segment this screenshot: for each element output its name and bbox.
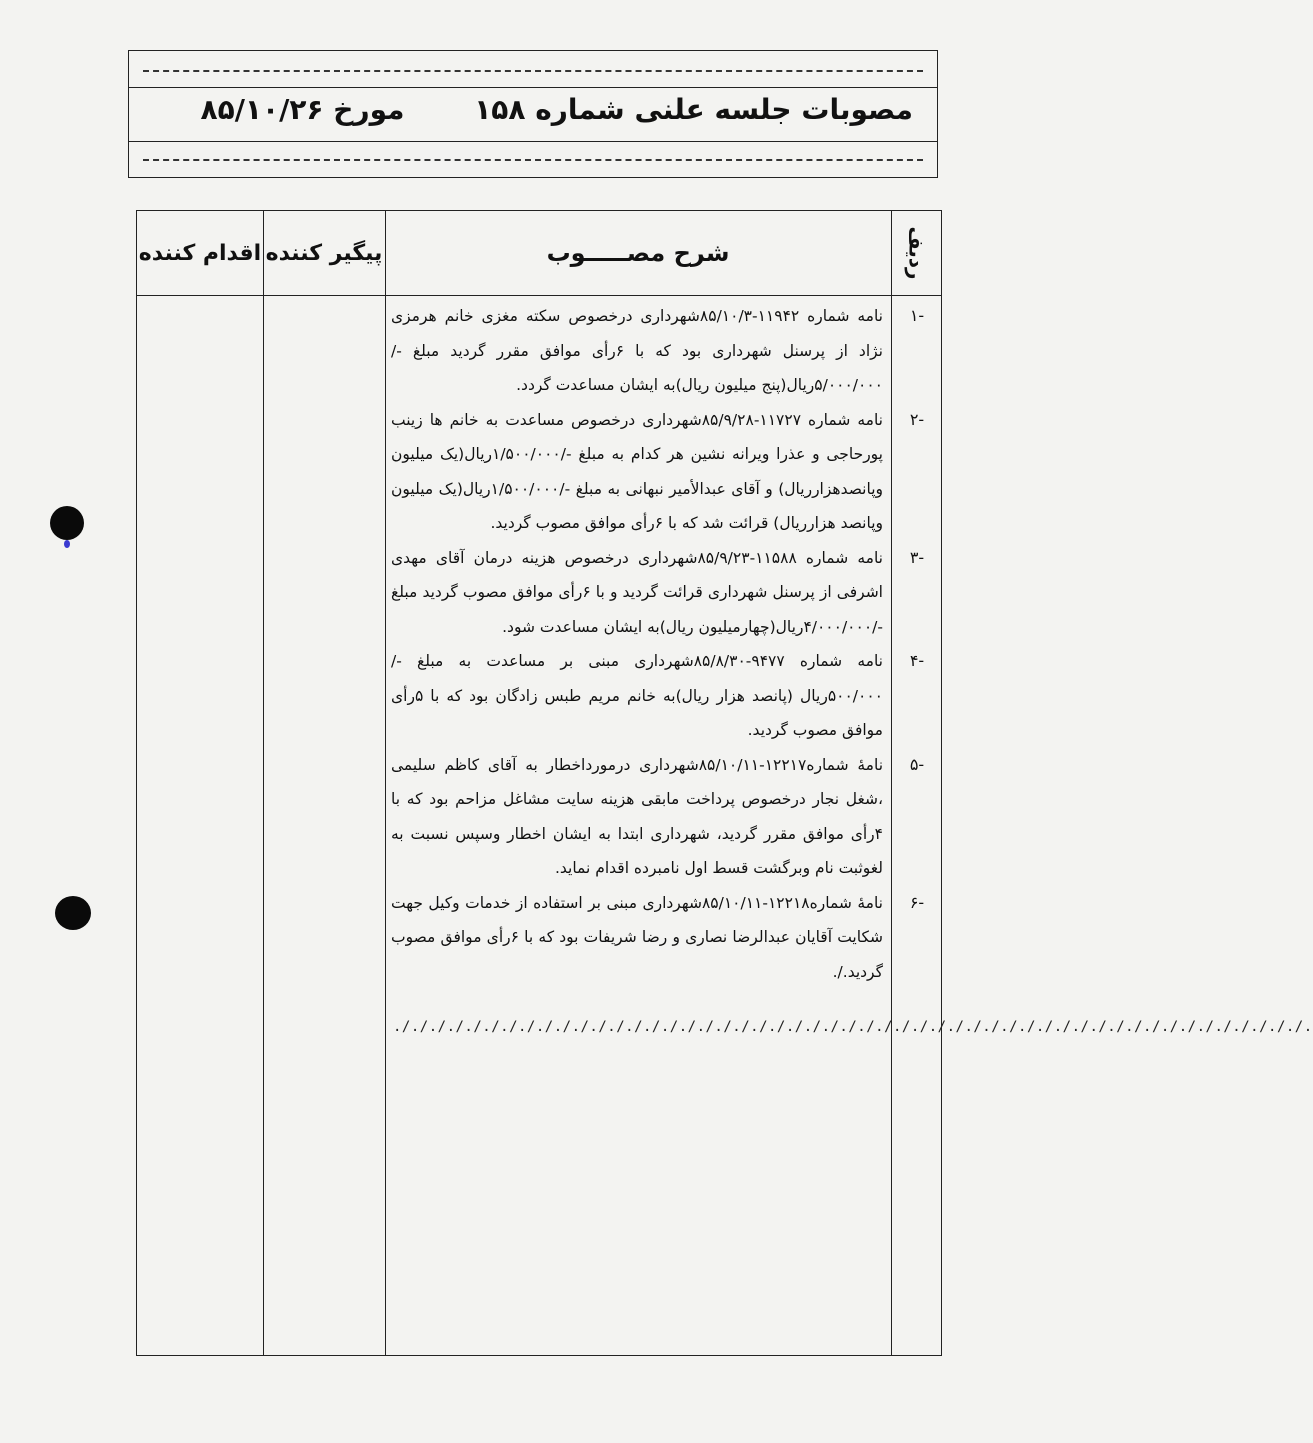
row-number: -۱	[909, 306, 925, 325]
row-number: -۳	[909, 547, 925, 567]
header-dashed-line-top	[143, 70, 923, 72]
table-row	[137, 541, 943, 645]
column-header-peygir: پیگیر کننده	[265, 240, 383, 266]
table-row	[137, 644, 943, 748]
document-title	[200, 93, 913, 126]
row-number: -۶	[909, 892, 925, 912]
table-row	[137, 748, 943, 886]
column-header-sharh: شرح مصـــــوب	[546, 239, 730, 267]
header-rule-bottom	[129, 141, 937, 142]
column-header-radif: ردیف	[904, 226, 929, 280]
row-description: نامهٔ شماره۱۲۲۱۸-۸۵/۱۰/۱۱شهرداری مبنی بر استفاده از خدمات وکیل جهت شکایت آقایان عبدالرضا نصاری و رضا شریفات بود که با ۶رأی موافق مصوب گردید./.	[391, 893, 884, 981]
header-row-divider	[137, 295, 941, 296]
table-row	[137, 886, 943, 990]
row-number: -۲	[909, 409, 925, 429]
column-header-eqdam: اقدام کننده	[138, 240, 262, 266]
header-dashed-line-bottom	[143, 159, 923, 161]
table-body	[137, 299, 943, 989]
row-number: -۵	[909, 754, 925, 774]
row-description: نامهٔ شماره۱۲۲۱۷-۸۵/۱۰/۱۱شهرداری درمورداخطار به آقای کاظم سلیمی ،شغل نجار درخصوص پرداخت مابقی هزینه سایت مشاغل مزاحم بود که با ۴رأی موافق مقرر گردید، شهرداری ابتدا به ایشان اخطار وسپس نسبت به لغوثبت نام وبرگشت قسط اول نامبرده اقدام نماید.	[391, 755, 884, 877]
table-row	[137, 403, 943, 541]
header-box	[128, 50, 938, 178]
row-number: -۴	[909, 651, 925, 670]
closing-slash-line: ./././././././././././././././././././././././././././././././././././././././././././././././././././.	[393, 1019, 1313, 1035]
session-date: مورخ ۸۵/۱۰/۲۶	[200, 93, 405, 126]
table-row	[137, 299, 943, 403]
resolutions-table	[136, 210, 1313, 1356]
row-description: نامه شماره ۱۱۷۲۷-۸۵/۹/۲۸شهرداری درخصوص مساعدت به خانم ها زینب پورحاجی و عذرا ویرانه نشین هر کدام به مبلغ -/۱/۵۰۰/۰۰۰ریال(یک میلیون وپانصدهزارریال) و آقای عبدالأمیر نبهانی به مبلغ -/۱/۵۰۰/۰۰۰ریال(یک میلیون وپانصد هزارریال) قرائت شد که با ۶رأی موافق مصوب گردید.	[391, 410, 884, 532]
punch-hole	[55, 896, 91, 930]
ink-spot	[64, 540, 70, 548]
session-title: مصوبات جلسه علنی شماره ۱۵۸	[474, 93, 913, 126]
header-rule-top	[129, 87, 937, 88]
row-description: نامه شماره ۹۴۷۷-۸۵/۸/۳۰شهرداری مبنی بر مساعدت به مبلغ -/۵۰۰/۰۰۰ریال (پانصد هزار ریال)به خانم مریم طبس زادگان بود که با ۵رأی موافق مصوب گردید.	[391, 652, 883, 739]
row-description: نامه شماره ۱۱۹۴۲-۸۵/۱۰/۳شهرداری درخصوص سکته مغزی خانم هرمزی نژاد از پرسنل شهرداری بود که با ۶رأی موافق مقرر گردید مبلغ -/۵/۰۰۰/۰۰۰ریال(پنج میلیون ریال)به ایشان مساعدت گردد.	[391, 307, 884, 394]
punch-hole	[50, 506, 84, 540]
row-description: نامه شماره ۱۱۵۸۸-۸۵/۹/۲۳شهرداری درخصوص هزینه درمان آقای مهدی اشرفی از پرسنل شهرداری قرائت گردید و با ۶رأی موافق مصوب گردید مبلغ -/۴/۰۰۰/۰۰۰ریال(چهارمیلیون ریال)به ایشان مساعدت شود.	[391, 548, 884, 636]
